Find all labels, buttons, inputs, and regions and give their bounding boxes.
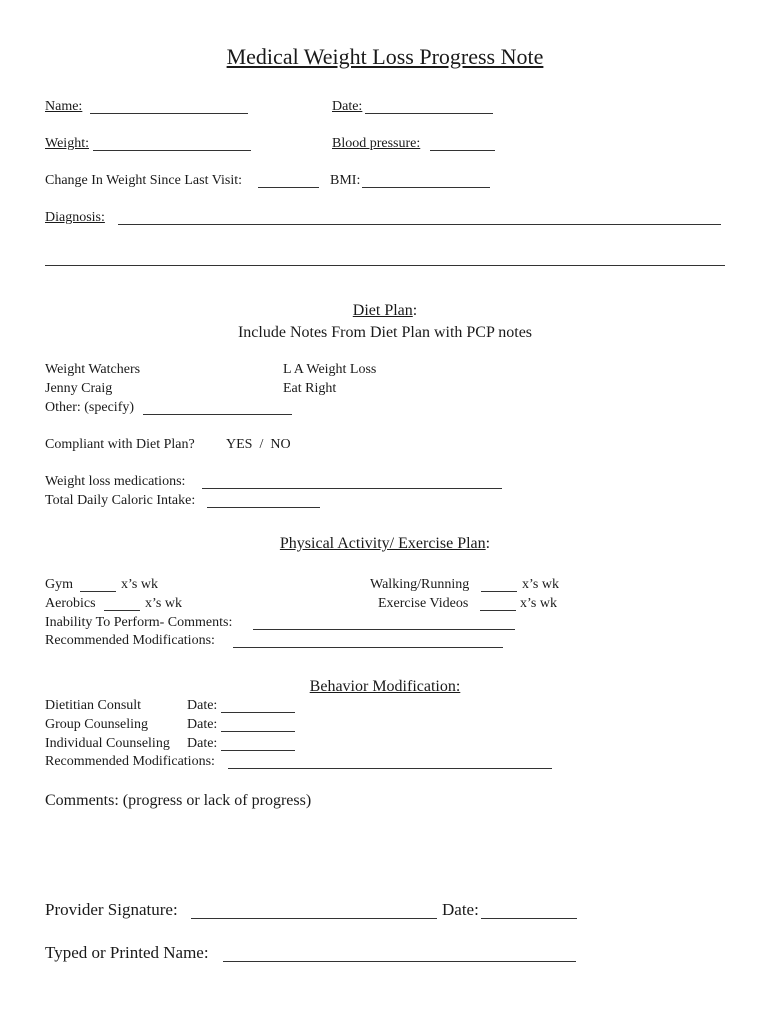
behavior-recommended-field[interactable] [228,768,552,769]
videos-field[interactable] [480,610,516,611]
caloric-intake-label: Total Daily Caloric Intake: [45,493,196,508]
aerobics-field[interactable] [104,610,140,611]
provider-signature-field[interactable] [191,918,437,919]
individual-counseling-label: Individual Counseling [45,736,170,751]
dietitian-date-label: Date: [187,698,218,713]
group-counseling-label: Group Counseling [45,717,149,732]
bmi-field[interactable] [362,187,490,188]
name-label: Name: [45,99,83,114]
medications-label: Weight loss medications: [45,474,186,489]
inability-field[interactable] [253,629,515,630]
dietitian-date-field[interactable] [221,712,295,713]
walking-field[interactable] [481,591,517,592]
diet-option-la-weight-loss[interactable]: L A Weight Loss [283,362,377,377]
diet-option-eat-right[interactable]: Eat Right [283,381,337,396]
date-label: Date: [332,99,363,114]
diet-plan-subheading: Include Notes From Diet Plan with PCP notes [237,324,533,341]
medications-field[interactable] [202,488,502,489]
inability-label: Inability To Perform- Comments: [45,615,233,630]
comments-area[interactable] [45,815,725,890]
compliant-options[interactable]: YES / NO [226,437,291,452]
signature-date-label: Date: [442,900,479,919]
change-in-weight-label: Change In Weight Since Last Visit: [45,173,242,188]
exercise-heading-colon: : [485,535,491,552]
diet-option-weight-watchers[interactable]: Weight Watchers [45,362,141,377]
diet-option-jenny-craig[interactable]: Jenny Craig [45,381,113,396]
gym-field[interactable] [80,591,116,592]
exercise-recommended-label: Recommended Modifications: [45,633,215,648]
group-date-label: Date: [187,717,218,732]
dietitian-consult-label: Dietitian Consult [45,698,142,713]
bmi-label: BMI: [330,173,361,188]
provider-signature-label: Provider Signature: [45,900,178,919]
aerobics-label: Aerobics [45,596,96,611]
blood-pressure-field[interactable] [430,150,495,151]
change-in-weight-field[interactable] [258,187,319,188]
signature-date-field[interactable] [481,918,577,919]
individual-date-label: Date: [187,736,218,751]
date-field[interactable] [365,113,493,114]
walking-per-week: x’s wk [522,577,559,592]
comments-label: Comments: (progress or lack of progress) [45,792,312,809]
caloric-intake-field[interactable] [207,507,320,508]
diagnosis-field-continued[interactable] [45,265,725,266]
name-field[interactable] [90,113,248,114]
videos-per-week: x’s wk [520,596,557,611]
blood-pressure-label: Blood pressure: [332,136,421,151]
gym-per-week: x’s wk [121,577,158,592]
gym-label: Gym [45,577,73,592]
diet-option-other[interactable]: Other: (specify) [45,400,135,415]
diet-plan-heading-text: Diet Plan [352,302,413,319]
exercise-recommended-field[interactable] [233,647,503,648]
behavior-heading: Behavior Modification: [309,678,461,695]
aerobics-per-week: x’s wk [145,596,182,611]
videos-label: Exercise Videos [378,596,469,611]
page-title: Medical Weight Loss Progress Note [226,44,544,69]
printed-name-field[interactable] [223,961,576,962]
diet-plan-heading-colon: : [412,302,418,319]
printed-name-label: Typed or Printed Name: [45,943,209,962]
exercise-heading-text: Physical Activity/ Exercise Plan [279,535,486,552]
exercise-heading [0,534,770,553]
behavior-recommended-label: Recommended Modifications: [45,754,215,769]
group-date-field[interactable] [221,731,295,732]
diagnosis-label: Diagnosis: [45,210,105,225]
weight-field[interactable] [93,150,251,151]
weight-label: Weight: [45,136,89,151]
diet-plan-heading [0,301,770,320]
diagnosis-field[interactable] [118,224,721,225]
diet-other-field[interactable] [143,414,292,415]
individual-date-field[interactable] [221,750,295,751]
walking-label: Walking/Running [370,577,470,592]
compliant-label: Compliant with Diet Plan? [45,437,195,452]
